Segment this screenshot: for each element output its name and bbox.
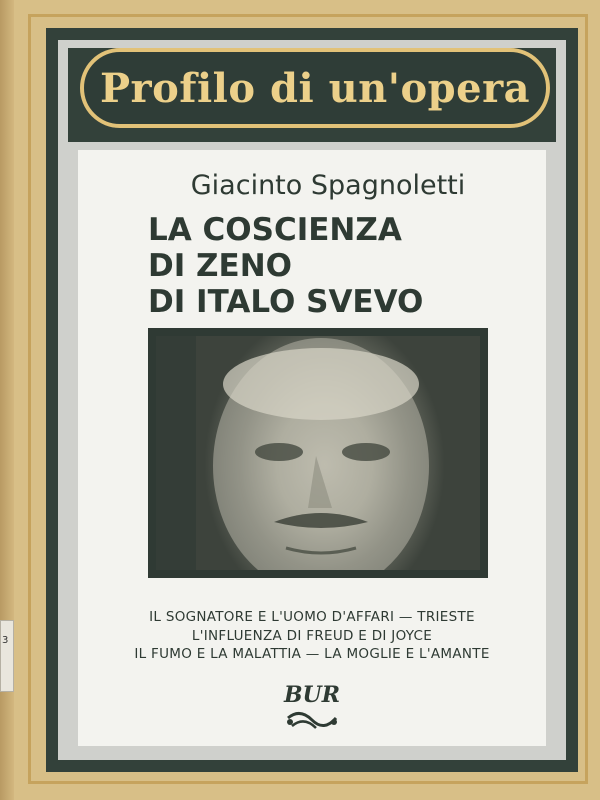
portrait-image (156, 336, 480, 570)
cover-panel (78, 150, 546, 746)
portrait-face-icon (156, 336, 480, 570)
series-banner-text: Profilo di un'opera (99, 64, 531, 112)
series-banner (80, 48, 550, 128)
author-name: Giacinto Spagnoletti (190, 170, 466, 201)
bur-logo (280, 678, 344, 734)
spine-label: 3 (2, 635, 9, 646)
topic-line-2: L'INFLUENZA DI FREUD E DI JOYCE (191, 627, 433, 644)
portrait-photo (148, 328, 488, 578)
topic-line-1: IL SOGNATORE E L'UOMO D'AFFARI — TRIESTE (149, 609, 475, 625)
topic-line-3: IL FUMO E LA MALATTIA — LA MOGLIE E L'AMANTE (134, 646, 490, 662)
title-line-1: LA COSCIENZA (148, 212, 402, 248)
title-line-3: DI ITALO SVEVO (148, 284, 424, 320)
topics-list (78, 608, 546, 664)
book-title (148, 212, 528, 320)
title-line-2: DI ZENO (148, 248, 293, 284)
bur-logo-text: BUR (283, 682, 341, 708)
library-sticker (0, 620, 14, 692)
